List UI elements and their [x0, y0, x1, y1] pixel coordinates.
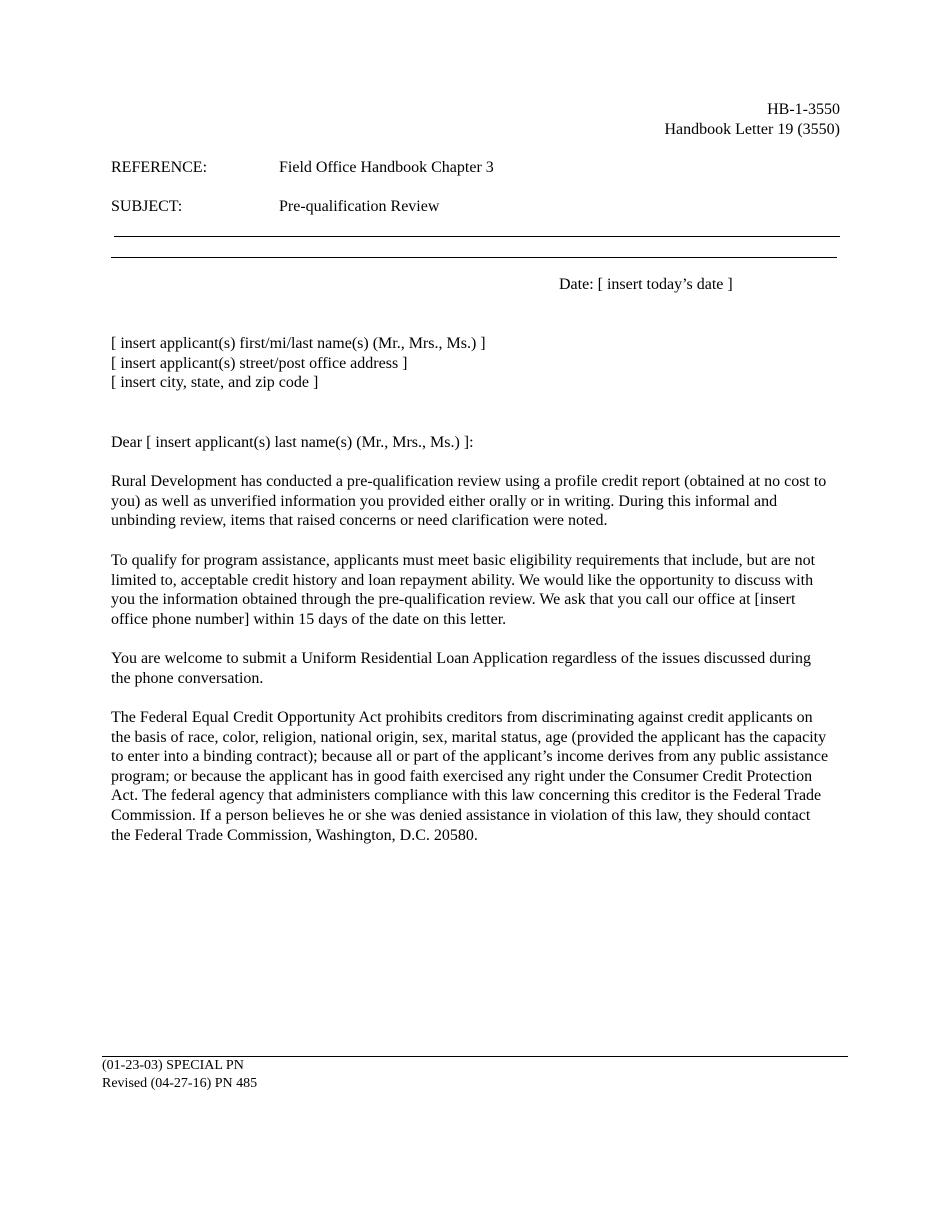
date-line: Date: [ insert today’s date ]: [559, 276, 733, 293]
body-paragraph-3: You are welcome to submit a Uniform Residential Loan Application regardless of the issues discussed during the phone conversation.: [111, 650, 812, 687]
header-divider-bottom: [111, 257, 837, 258]
address-city-line: [ insert city, state, and zip code ]: [111, 374, 319, 392]
body-paragraph-4: The Federal Equal Credit Opportunity Act prohibits creditors from discriminating against credit applicants on the basis of race, color, religion, national origin, sex, marital status, age (provided the applicant has the capacity to enter into a binding contract); because all or part of the applicant’s income derives from any public assistance program; or because the applicant has in good faith exercised any right under the Consumer Credit Protection Act. The federal agency that administers compliance with this law concerning this creditor is the Federal Trade Commission. If a person believes he or she was denied assistance in violation of this law, they should contact the Federal Trade Commission, Washington, D.C. 20580.: [111, 709, 829, 844]
salutation: Dear [ insert applicant(s) last name(s) (Mr., Mrs., Ms.) ]:: [111, 434, 474, 451]
handbook-letter-number: Handbook Letter 19 (3550): [664, 121, 840, 138]
subject-label: SUBJECT:: [111, 198, 183, 215]
form-number: HB-1-3550: [767, 101, 840, 118]
document-footer: [102, 1057, 257, 1092]
header-divider-top: [114, 236, 840, 237]
body-paragraph-1: Rural Development has conducted a pre-qualification review using a profile credit report (obtained at no cost to you) as well as unverified information you provided either orally or in writing. During this informal and unbinding review, items that raised concerns or need clarification were noted.: [111, 473, 827, 530]
address-name-line: [ insert applicant(s) first/mi/last name(s) (Mr., Mrs., Ms.) ]: [111, 335, 486, 352]
footer-issue-line: (01-23-03) SPECIAL PN: [102, 1058, 244, 1073]
footer-revision-line: Revised (04-27-16) PN 485: [102, 1075, 258, 1091]
subject-value: Pre-qualification Review: [279, 198, 440, 215]
reference-label: REFERENCE:: [111, 159, 208, 176]
body-paragraph-2: To qualify for program assistance, applicants must meet basic eligibility requirements that include, but are not limited to, acceptable credit history and loan repayment ability. We would like the opportunity to discuss with you the information obtained through the pre-qualification review. We ask that you call our office at [insert office phone number] within 15 days of the date on this letter.: [111, 552, 816, 628]
recipient-address: [111, 334, 486, 393]
reference-row: [111, 158, 494, 178]
subject-row: [111, 197, 439, 217]
document-header: [664, 100, 840, 140]
address-street-line: [ insert applicant(s) street/post office address ]: [111, 354, 408, 372]
reference-value: Field Office Handbook Chapter 3: [279, 159, 494, 176]
